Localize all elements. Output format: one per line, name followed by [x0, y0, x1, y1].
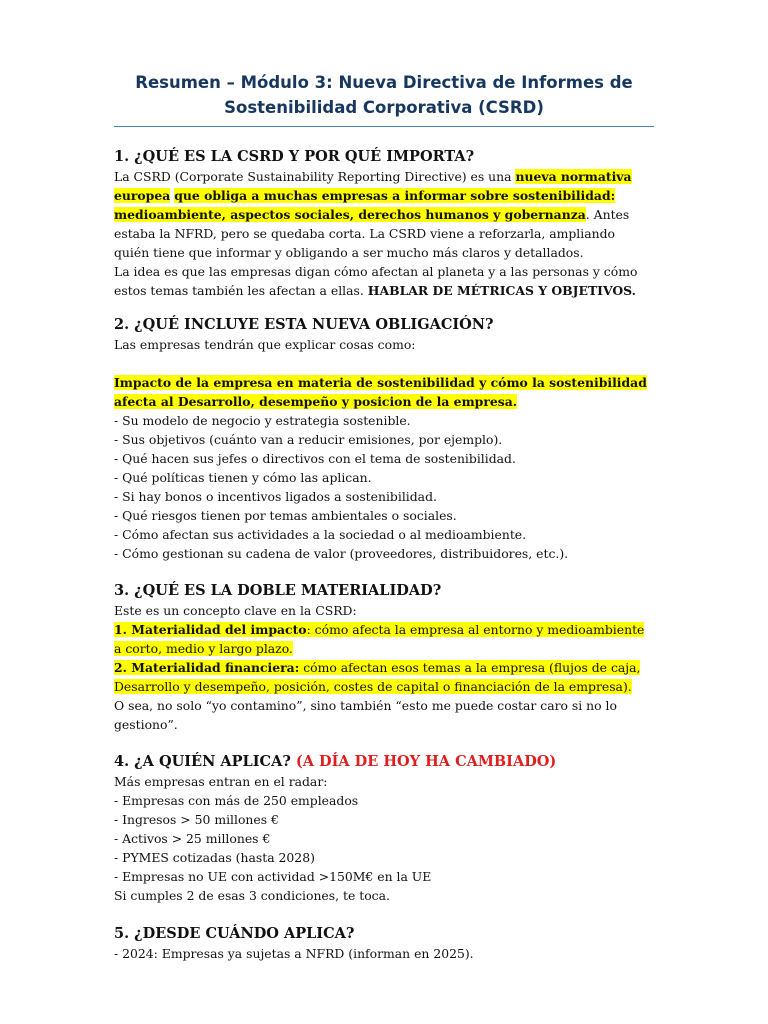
highlight-run: cómo afectan esos temas a la empresa (flujos de caja, Desarrollo y desempeño, posición, costes de capital o financiación de la empresa).	[114, 660, 641, 694]
highlight-label: 1. Materialidad del impacto	[114, 622, 307, 637]
section-1-heading: 1. ¿QUÉ ES LA CSRD Y POR QUÉ IMPORTA?	[114, 148, 475, 165]
list-item: - Sus objetivos (cuánto van a reducir emisiones, por ejemplo).	[114, 432, 503, 447]
materiality-financial	[114, 658, 654, 696]
text-run: La idea es que las empresas digan cómo afectan al planeta y a las personas y cómo estos temas también les afectan a ellas.	[114, 264, 638, 298]
highlight-run: que obliga a muchas empresas a informar sobre sostenibilidad: medioambiente, aspectos sociales, derechos humanos y gobernanza	[114, 188, 616, 222]
highlight-run: Impacto de la empresa en materia de sostenibilidad y cómo la sostenibilidad afecta al Desarrollo, desempeño y posicion de la empresa.	[114, 375, 647, 409]
text-run: La CSRD (Corporate Sustainability Reporting Directive) es una	[114, 169, 516, 184]
highlight-label: 2. Materialidad financiera:	[114, 660, 300, 675]
paragraph-gap	[114, 354, 654, 373]
section-4-heading	[114, 752, 654, 772]
highlight-run: : cómo afecta la empresa al entorno y medioambiente a corto, medio y largo plazo.	[114, 622, 645, 656]
highlight-run: nueva normativa europea	[114, 169, 632, 203]
section-4-outro: Si cumples 2 de esas 3 condiciones, te toca.	[114, 888, 390, 903]
list-item: - Empresas no UE con actividad >150M€ en la UE	[114, 869, 432, 884]
section-2-intro: Las empresas tendrán que explicar cosas como:	[114, 337, 416, 352]
list-item: - Si hay bonos o incentivos ligados a sostenibilidad.	[114, 489, 437, 504]
heading-red-note: (A DÍA DE HOY HA CAMBIADO)	[295, 753, 557, 770]
list-item: - Su modelo de negocio y estrategia sostenible.	[114, 413, 411, 428]
section-5-heading: 5. ¿DESDE CUÁNDO APLICA?	[114, 925, 355, 942]
section-obligations	[114, 315, 654, 563]
heading-run: 4. ¿A QUIÉN APLICA?	[114, 753, 296, 770]
materiality-impact	[114, 620, 654, 658]
section-1-paragraph-1	[114, 167, 654, 262]
document-title: Resumen – Módulo 3: Nueva Directiva de Informes de Sostenibilidad Corporativa (CSRD)	[135, 73, 633, 117]
section-3-heading: 3. ¿QUÉ ES LA DOBLE MATERIALIDAD?	[114, 582, 442, 599]
section-who-applies	[114, 752, 654, 905]
list-item: - Qué políticas tienen y cómo las aplican.	[114, 470, 372, 485]
list-item: - 2024: Empresas ya sujetas a NFRD (informan en 2025).	[114, 946, 474, 961]
section-when-applies	[114, 924, 654, 963]
list-item: - Qué riesgos tienen por temas ambientales o sociales.	[114, 508, 457, 523]
section-what-is-csrd	[114, 147, 654, 300]
title-divider	[114, 126, 654, 127]
section-4-intro: Más empresas entran en el radar:	[114, 774, 328, 789]
section-2-highlight	[114, 373, 654, 411]
section-1-paragraph-2	[114, 262, 654, 300]
list-item: - Cómo gestionan su cadena de valor (proveedores, distribuidores, etc.).	[114, 546, 569, 561]
section-3-outro: O sea, no solo “yo contamino”, sino también “esto me puede costar caro si no lo gestiono”.	[114, 698, 617, 732]
section-double-materiality	[114, 581, 654, 734]
list-item: - PYMES cotizadas (hasta 2028)	[114, 850, 315, 865]
list-item: - Activos > 25 millones €	[114, 831, 271, 846]
list-item: - Empresas con más de 250 empleados	[114, 793, 359, 808]
section-2-heading: 2. ¿QUÉ INCLUYE ESTA NUEVA OBLIGACIÓN?	[114, 316, 494, 333]
list-item: - Qué hacen sus jefes o directivos con el tema de sostenibilidad.	[114, 451, 516, 466]
list-item: - Cómo afectan sus actividades a la sociedad o al medioambiente.	[114, 527, 527, 542]
bold-run: HABLAR DE MÉTRICAS Y OBJETIVOS.	[367, 283, 636, 298]
text-run: . Antes estaba la NFRD, pero se quedaba corta. La CSRD viene a reforzarla, ampliando quién tiene que informar y obligando a ser mucho más claros y detallados.	[114, 207, 630, 260]
section-3-intro: Este es un concepto clave en la CSRD:	[114, 603, 357, 618]
list-item: - Ingresos > 50 millones €	[114, 812, 279, 827]
